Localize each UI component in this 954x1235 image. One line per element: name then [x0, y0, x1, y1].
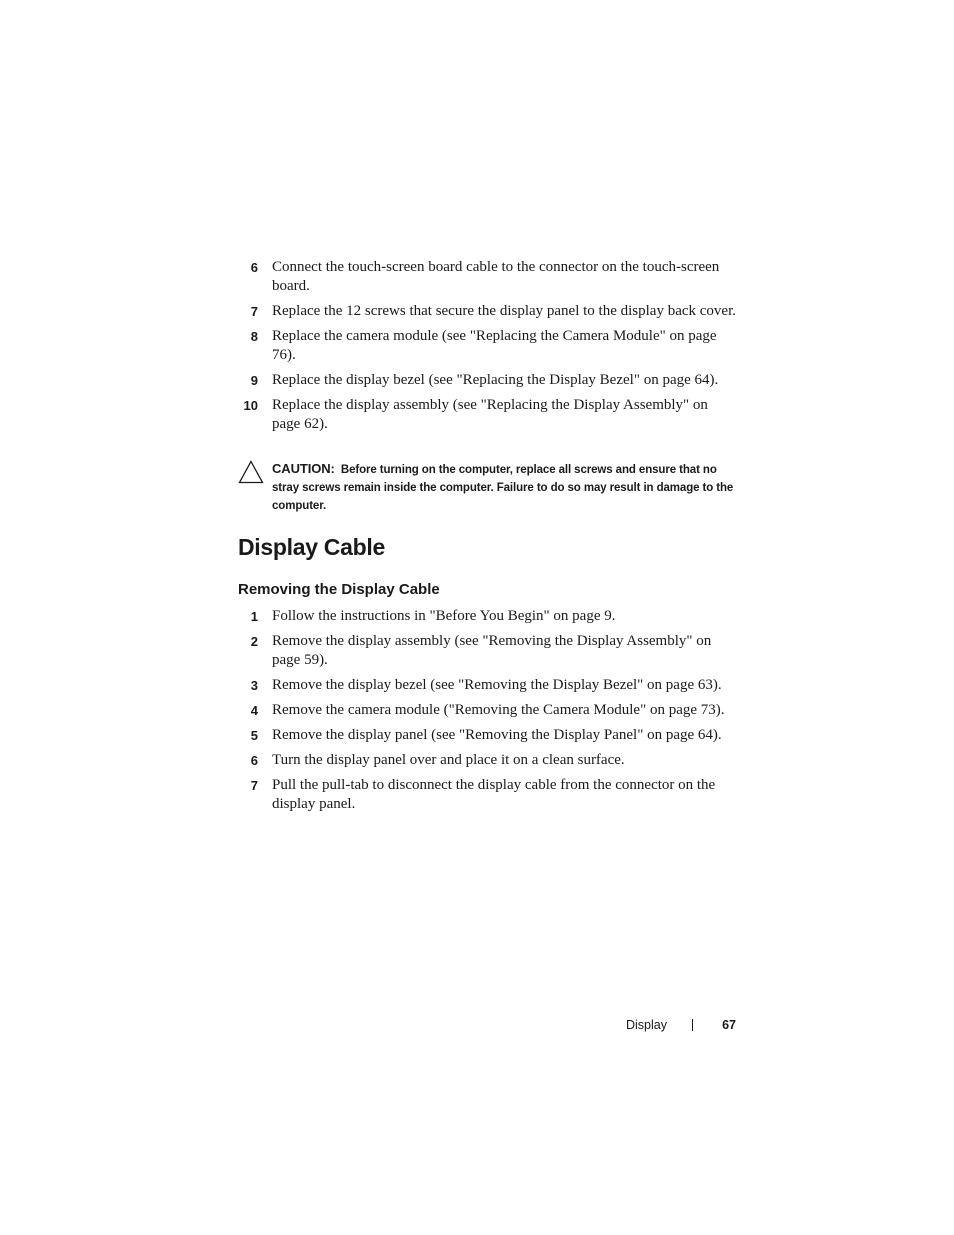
list-item — [238, 701, 738, 720]
step-text: Turn the display panel over and place it on a clean surface. — [272, 752, 625, 768]
caution-notice — [238, 460, 738, 515]
step-number: 4 — [250, 703, 258, 718]
step-number: 1 — [250, 609, 258, 624]
removal-steps-list — [238, 607, 738, 820]
step-text: Replace the display bezel (see "Replacing the Display Bezel" on page 64). — [272, 372, 719, 388]
footer-divider — [692, 1019, 693, 1031]
step-text: Remove the display bezel (see "Removing the Display Bezel" on page 63). — [272, 677, 722, 693]
step-number: 9 — [250, 373, 258, 388]
step-number: 8 — [250, 329, 258, 344]
list-item — [238, 302, 738, 321]
list-item — [238, 776, 738, 814]
step-text: Replace the camera module (see "Replacing the Camera Module" on page 76). — [272, 328, 717, 363]
footer-section-name: Display — [626, 1018, 667, 1032]
step-number: 7 — [250, 304, 258, 319]
list-item — [238, 632, 738, 670]
step-number: 3 — [250, 678, 258, 693]
caution-body: Before turning on the computer, replace all screws and ensure that no stray screws remain inside the computer. Failure to do so may result in damage to the computer. — [272, 464, 734, 512]
list-item — [238, 371, 738, 390]
list-item — [238, 258, 738, 296]
step-text: Replace the 12 screws that secure the display panel to the display back cover. — [272, 303, 737, 319]
list-item — [238, 607, 738, 626]
step-text: Replace the display assembly (see "Replacing the Display Assembly" on page 62). — [272, 397, 708, 432]
page-footer — [600, 1015, 736, 1035]
caution-label: CAUTION: — [272, 461, 335, 476]
list-item — [238, 396, 738, 434]
step-text: Follow the instructions in "Before You Begin" on page 9. — [272, 608, 616, 624]
step-number: 10 — [243, 398, 258, 413]
list-item — [238, 726, 738, 745]
page-number: 67 — [722, 1018, 736, 1032]
reinstall-steps-list — [238, 258, 738, 440]
step-number: 7 — [250, 778, 258, 793]
step-number: 6 — [250, 260, 258, 275]
list-item — [238, 676, 738, 695]
step-text: Connect the touch-screen board cable to the connector on the touch-screen board. — [272, 259, 720, 294]
list-item — [238, 327, 738, 365]
step-text: Remove the camera module ("Removing the Camera Module" on page 73). — [272, 702, 725, 718]
step-text: Remove the display panel (see "Removing the Display Panel" on page 64). — [272, 727, 722, 743]
step-text: Pull the pull-tab to disconnect the display cable from the connector on the display panel. — [272, 777, 716, 812]
step-number: 6 — [250, 753, 258, 768]
step-number: 5 — [250, 728, 258, 743]
caution-triangle-icon — [238, 460, 264, 484]
step-text: Remove the display assembly (see "Removing the Display Assembly" on page 59). — [272, 633, 712, 668]
subsection-title: Removing the Display Cable — [238, 581, 440, 598]
list-item — [238, 751, 738, 770]
caution-text — [272, 460, 738, 515]
section-title: Display Cable — [238, 534, 385, 560]
step-number: 2 — [250, 634, 258, 649]
